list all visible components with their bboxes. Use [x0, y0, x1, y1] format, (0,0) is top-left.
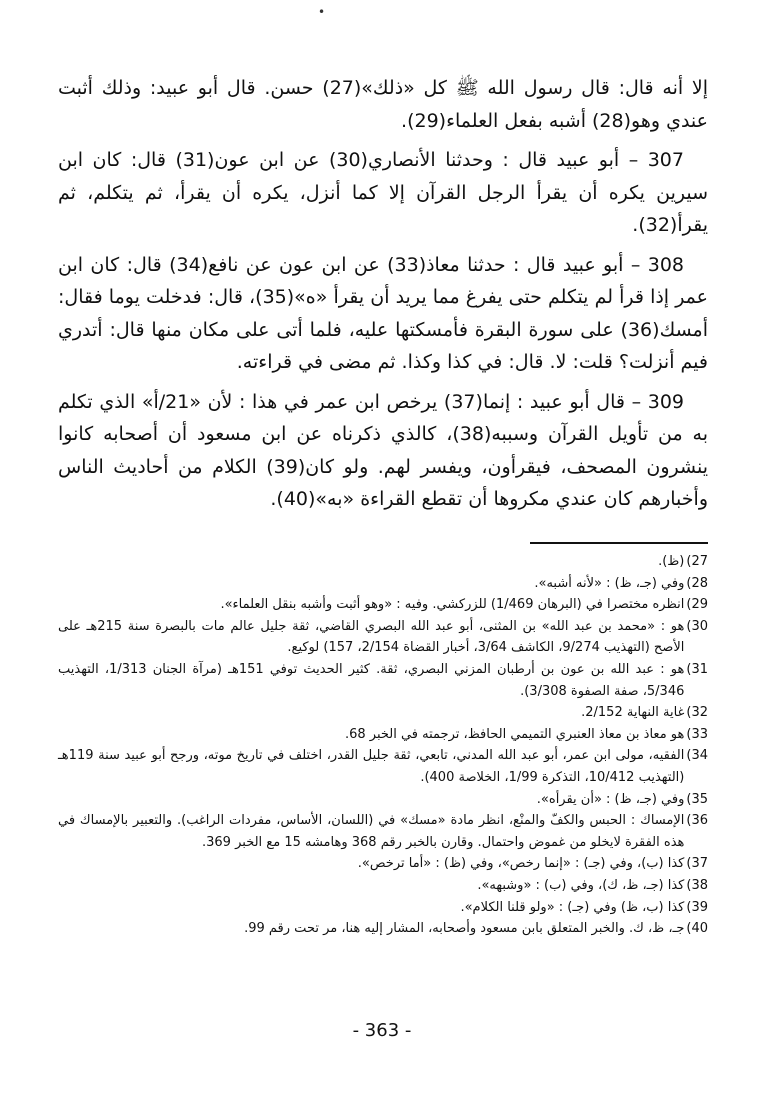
footnote-number: 38)	[686, 877, 708, 893]
footnote-36	[58, 810, 708, 853]
footnote-35	[58, 789, 708, 811]
footnote-text: هو معاذ بن معاذ العنبري التميمي الحافظ، ترجمته في الخبر 68.	[344, 726, 685, 742]
footnote-number: 33)	[686, 726, 708, 742]
footnote-text: هو : «محمد بن عبد الله» بن المثنى، أبو عبد الله البصري القاضي، ثقة جليل عالم مات بالبصرة سنة 215هـ على الأصح (التهذيب 9/274، الكاشف 3/64، أخبار القضاة 2/154، 157) لوكيع.	[58, 618, 685, 656]
footnote-text: كذا (ب)، وفي (جـ) : «إنما رخص»، وفي (ظ) : «أما ترخص».	[357, 856, 685, 872]
footnote-38	[58, 875, 708, 897]
footnote-text: الفقيه، مولى ابن عمر، أبو عبد الله المدني، تابعي، ثقة جليل القدر، اختلف في تاريخ موته، ورجح أبو عبيد سنة 119هـ (التهذيب 10/412، التذكرة 1/99، الخلاصة 400).	[58, 748, 685, 785]
paragraph-intro: إلا أنه قال: قال رسول الله ﷺ كل «ذلك»(27) حسن. قال أبو عبيد: وذلك أثبت عندي وهو(28) أشبه بفعل العلماء(29).	[58, 77, 708, 132]
scan-speck: •	[318, 5, 326, 19]
footnote-37	[58, 853, 708, 875]
footnote-text: كذا (ب، ظ) وفي (جـ) : «ولو قلنا الكلام».	[460, 899, 685, 915]
footnote-text: وفي (جـ، ظ) : «أن يقرأه».	[536, 791, 685, 807]
footnote-text: (ظ).	[658, 554, 685, 569]
footnote-number: 29)	[686, 597, 708, 613]
footnote-39	[58, 897, 708, 919]
footnote-28	[58, 573, 708, 595]
footnote-32	[58, 702, 708, 724]
footnote-number: 34)	[686, 748, 708, 764]
footnote-31	[58, 659, 708, 702]
footnote-number: 28)	[686, 575, 708, 591]
footnote-30	[58, 616, 708, 659]
footnote-text: وفي (جـ، ظ) : «لأنه أشبه».	[534, 575, 685, 591]
footnote-40	[58, 918, 708, 940]
footnote-text: جـ، ظ، ك. والخبر المتعلق بابن مسعود وأصحابه، المشار إليه هنا، مر تحت رقم 99.	[244, 921, 685, 937]
paragraph-307: 307 – أبو عبيد قال : وحدثنا الأنصاري(30) عن ابن عون(31) قال: كان ابن سيرين يكره أن يقرأ الرجل القرآن إلا كما أنزل، يكره أن يقرأ، ثم يتكلم، ثم يقرأ(32).	[58, 149, 708, 236]
main-text	[58, 72, 708, 523]
footnote-number: 31)	[686, 661, 708, 677]
footnote-text: هو : عبد الله بن عون بن أرطبان المزني البصري، ثقة. كثير الحديث توفي 151هـ (مرآة الجنان 1/313، التهذيب 5/346، صفة الصفوة 3/308).	[58, 661, 685, 699]
footnote-34	[58, 745, 708, 788]
footnote-text: غاية النهاية 2/152.	[581, 705, 685, 721]
footnote-29	[58, 594, 708, 616]
footnote-number: 39)	[686, 899, 708, 915]
footnote-separator	[530, 542, 708, 544]
footnotes-list	[58, 551, 708, 940]
footnote-number: 30)	[686, 618, 708, 634]
footnote-text: انظره مختصرا في (البرهان 1/469) للزركشي. وفيه : «وهو أثبت وأشبه بنقل العلماء».	[220, 597, 685, 613]
footnote-number: 40)	[686, 921, 708, 937]
page-number: - 363 -	[352, 1020, 412, 1041]
footnote-text: الإمساك : الحبس والكفّ والمنْع، انظر مادة «مسك» في (اللسان، الأساس، مفردات الراغب). والتعبير بالإمساك في هذه الفقرة لايخلو من غموض واحتمال. وقارن بالخبر رقم 368 وهامشه 15 مع الخبر 369.	[58, 813, 685, 850]
paragraph-308: 308 – أبو عبيد قال : حدثنا معاذ(33) عن ابن عون عن نافع(34) قال: كان ابن عمر إذا قرأ لم يتكلم حتى يفرغ مما يريد أن يقرأ «ه»(35)، قال: فدخلت يوما فقال: أمسك(36) على سورة البقرة فأمسكتها عليه، فلما أتى على مكان منها قال: أتدري فيم أنزلت؟ قلت: لا. قال: في كذا وكذا. ثم مضى في قراءته.	[58, 253, 708, 373]
footnote-text: كذا (جـ، ظ، ك)، وفي (ب) : «وشبهه».	[477, 877, 685, 893]
footnote-27	[58, 551, 708, 573]
paragraph-309: 309 – قال أبو عبيد : إنما(37) يرخص ابن عمر في هذا : لأن «21/أ» الذي تكلم به من تأويل القرآن وسببه(38)، كالذي ذكرناه عن ابن مسعود أن أصحابه كانوا ينشرون المصحف، فيقرأون، ويفسر لهم. ولو كان(39) الكلام من أحاديث الناس وأخبارهم كان عندي مكروها أن تقطع القراءة «به»(40).	[58, 390, 709, 510]
footnote-number: 27)	[686, 554, 708, 569]
footnote-number: 36)	[686, 813, 708, 829]
footnote-number: 35)	[686, 791, 708, 807]
footnote-33	[58, 724, 708, 746]
footnote-number: 37)	[686, 856, 708, 872]
footnote-number: 32)	[686, 705, 708, 721]
